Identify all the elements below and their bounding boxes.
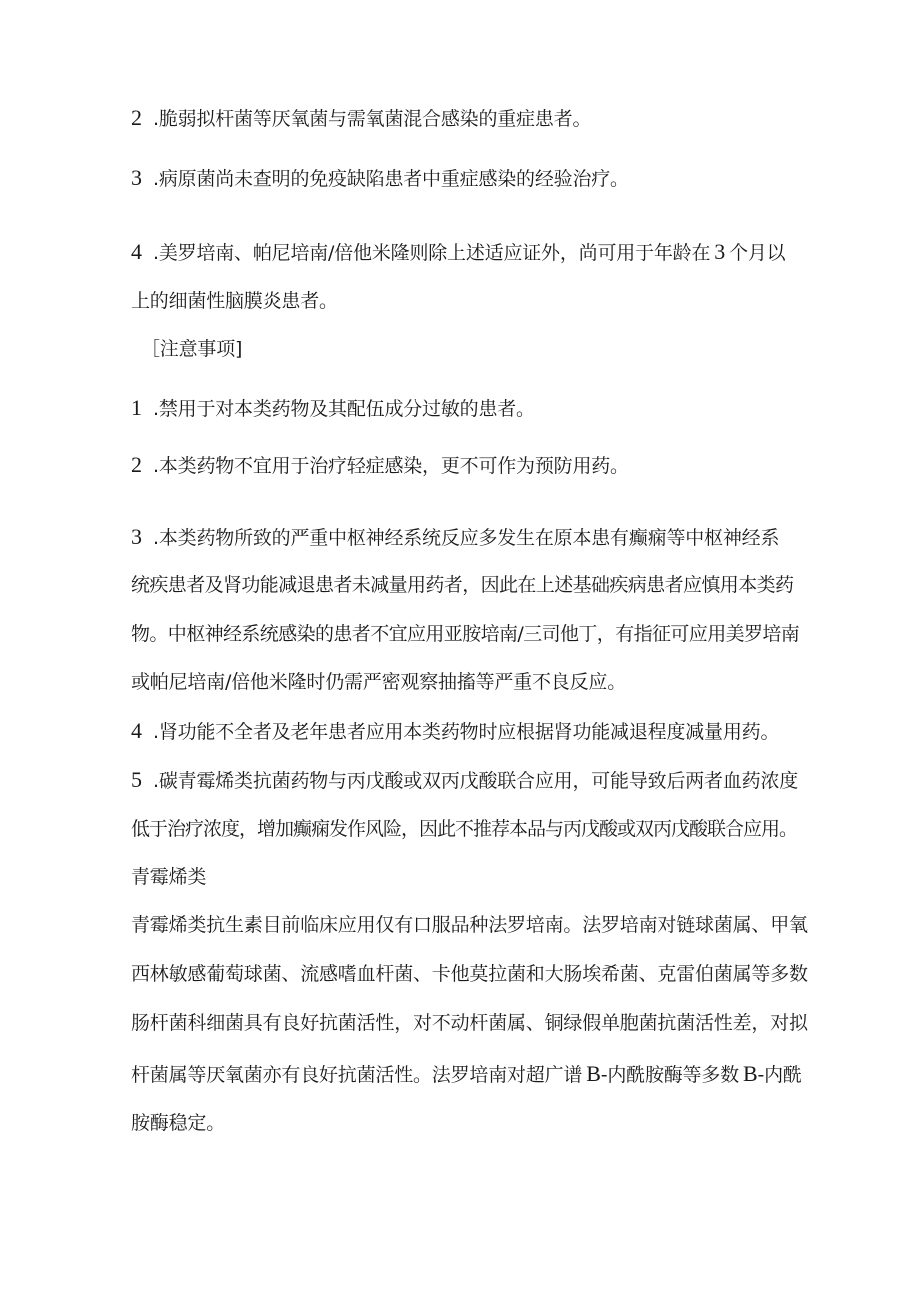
paragraph-2b	[131, 453, 629, 478]
paragraph-2a	[131, 106, 591, 131]
paragraph-4b	[131, 719, 779, 744]
item-number: 3	[131, 524, 142, 549]
body-line-4: 杆菌属等厌氧菌亦有良好抗菌活性。法罗培南对超广谱 B-内酰胺酶等多数 B-内酰	[131, 1061, 802, 1086]
notes-heading: ［注意事项]	[141, 338, 243, 360]
item-number: 4	[131, 718, 142, 743]
inline-number: 3	[714, 239, 726, 264]
paragraph-text: .本类药物所致的严重中枢神经系统反应多发生在原本患有癫痫等中枢神经系	[153, 527, 780, 549]
item-number: 2	[131, 105, 142, 130]
paragraph-3b-continuation-3: 或帕尼培南/倍他米隆时仍需严密观察抽搐等严重不良反应。	[131, 671, 627, 693]
paragraph-text: .肾功能不全者及老年患者应用本类药物时应根据肾功能减退程度减量用药。	[153, 721, 780, 743]
beta-symbol: B	[742, 1061, 758, 1086]
paragraph-text: .脆弱拟杆菌等厌氧菌与需氧菌混合感染的重症患者。	[153, 108, 592, 130]
body-line-3: 肠杆菌科细菌具有良好抗菌活性，对不动杆菌属、铜绿假单胞菌抗菌活性差，对拟	[131, 1012, 808, 1034]
paragraph-text: .碳青霉烯类抗菌药物与丙戊酸或双丙戊酸联合应用，可能导致后两者血药浓度	[153, 770, 799, 792]
paragraph-5b-continuation: 低于治疗浓度，增加癫痫发作风险，因此不推荐本品与丙戊酸或双丙戊酸联合应用。	[131, 818, 798, 840]
paragraph-3b-continuation-2: 物。中枢神经系统感染的患者不宜应用亚胺培南/三司他丁，有指征可应用美罗培南	[131, 623, 800, 645]
paragraph-text: .病原菌尚未查明的免疫缺陷患者中重症感染的经验治疗。	[153, 168, 629, 190]
body-line-5: 胺酶稳定。	[131, 1112, 226, 1134]
paragraph-3a	[131, 166, 629, 191]
item-number: 4	[131, 239, 142, 264]
item-number: 3	[131, 165, 142, 190]
item-number: 2	[131, 452, 142, 477]
paragraph-5b	[131, 768, 798, 793]
paragraph-3b	[131, 525, 779, 550]
item-number: 5	[131, 767, 142, 792]
paragraph-text: .禁用于对本类药物及其配伍成分过敏的患者。	[153, 398, 535, 420]
body-line-1: 青霉烯类抗生素目前临床应用仅有口服品种法罗培南。法罗培南对链球菌属、甲氧	[131, 914, 808, 936]
item-number: 1	[131, 395, 142, 420]
paragraph-text-after: 个月以	[729, 242, 786, 264]
paragraph-4a	[131, 240, 785, 265]
paragraph-text: .本类药物不宜用于治疗轻症感染，更不可作为预防用药。	[153, 455, 629, 477]
paragraph-1b	[131, 396, 535, 421]
section-heading: 青霉烯类	[131, 866, 207, 888]
paragraph-3b-continuation-1: 统疾患者及肾功能减退患者未减量用药者，因此在上述基础疾病患者应慎用本类药	[131, 574, 794, 596]
body-line-2: 西林敏感葡萄球菌、流感嗜血杆菌、卡他莫拉菌和大肠埃希菌、克雷伯菌属等多数	[131, 963, 808, 985]
beta-symbol: B	[586, 1061, 601, 1086]
paragraph-text: .美罗培南、帕尼培南/倍他米隆则除上述适应证外，尚可用于年龄在	[153, 242, 711, 264]
paragraph-4a-continuation: 上的细菌性脑膜炎患者。	[131, 290, 338, 312]
